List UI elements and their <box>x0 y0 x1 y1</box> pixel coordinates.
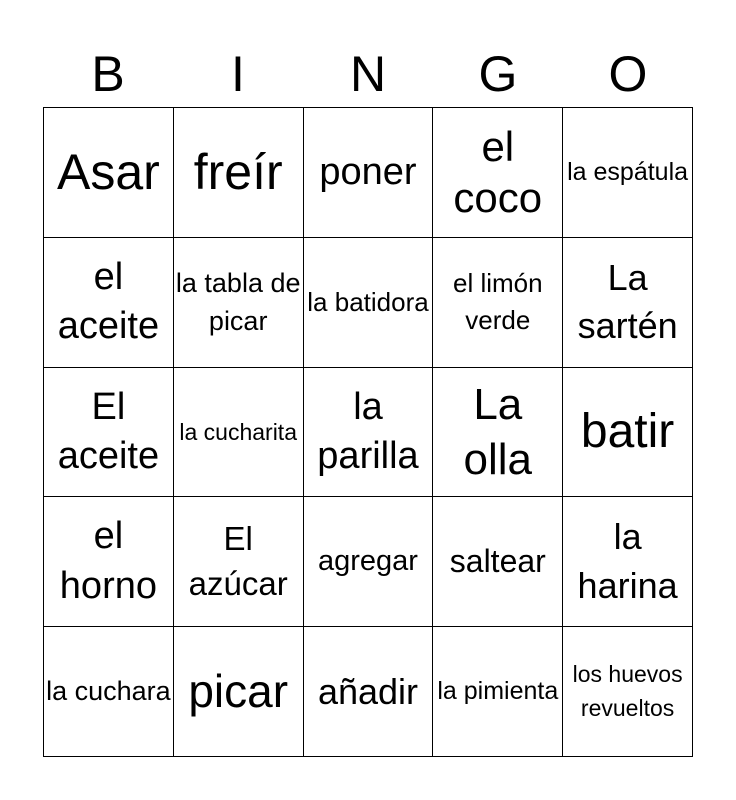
cell-text: El aceite <box>57 385 160 477</box>
cell-text: el aceite <box>57 255 160 348</box>
bingo-cell[interactable] <box>304 368 434 498</box>
cell-text: la cuchara <box>46 675 171 706</box>
cell-text: la tabla de picar <box>175 267 301 337</box>
bingo-cell[interactable] <box>304 238 434 368</box>
bingo-cell[interactable] <box>433 627 563 757</box>
bingo-cell[interactable] <box>433 108 563 238</box>
bingo-cell[interactable] <box>304 108 434 238</box>
bingo-cell[interactable] <box>563 238 693 368</box>
cell-text: freír <box>193 144 283 201</box>
cell-text: la parilla <box>317 385 419 477</box>
cell-text: añadir <box>317 670 419 712</box>
bingo-grid <box>43 107 693 757</box>
bingo-cell[interactable] <box>563 368 693 498</box>
bingo-cell[interactable] <box>174 627 304 757</box>
bingo-cell[interactable] <box>44 238 174 368</box>
header-letter-g: G <box>478 46 518 102</box>
bingo-cell[interactable] <box>304 627 434 757</box>
cell-text: la cucharita <box>179 418 297 445</box>
cell-text: El azúcar <box>188 520 288 602</box>
cell-text: la espátula <box>567 158 689 187</box>
cell-text: la pimienta <box>437 676 559 705</box>
cell-text: La sartén <box>577 256 678 347</box>
bingo-cell[interactable] <box>174 368 304 498</box>
header-letter-o: O <box>608 46 648 102</box>
cell-text: los huevos revueltos <box>572 661 683 721</box>
cell-text: La olla <box>463 379 533 484</box>
bingo-cell[interactable] <box>44 627 174 757</box>
bingo-cell[interactable] <box>174 497 304 627</box>
cell-text: agregar <box>318 544 418 577</box>
bingo-cell[interactable] <box>174 108 304 238</box>
bingo-cell[interactable] <box>563 497 693 627</box>
bingo-header <box>43 40 693 108</box>
cell-text: la batidora <box>307 286 429 317</box>
bingo-cell[interactable] <box>433 238 563 368</box>
bingo-cell[interactable] <box>433 497 563 627</box>
cell-text: picar <box>188 664 289 717</box>
bingo-cell[interactable] <box>174 238 304 368</box>
cell-text: el coco <box>453 123 543 222</box>
cell-text: Asar <box>56 144 160 201</box>
bingo-cell[interactable] <box>563 627 693 757</box>
header-letter-b: B <box>91 46 125 102</box>
header-letter-n: N <box>349 46 387 102</box>
cell-text: la harina <box>577 516 678 606</box>
cell-text: saltear <box>449 543 546 580</box>
bingo-cell[interactable] <box>44 108 174 238</box>
bingo-cell[interactable] <box>44 497 174 627</box>
cell-text: el horno <box>59 515 157 607</box>
bingo-cell[interactable] <box>563 108 693 238</box>
bingo-cell[interactable] <box>304 497 434 627</box>
cell-text: poner <box>319 151 417 194</box>
header-letter-i: I <box>231 46 245 102</box>
cell-text: el limón verde <box>452 267 543 336</box>
bingo-cell[interactable] <box>433 368 563 498</box>
cell-text: batir <box>580 405 675 459</box>
bingo-cell[interactable] <box>44 368 174 498</box>
